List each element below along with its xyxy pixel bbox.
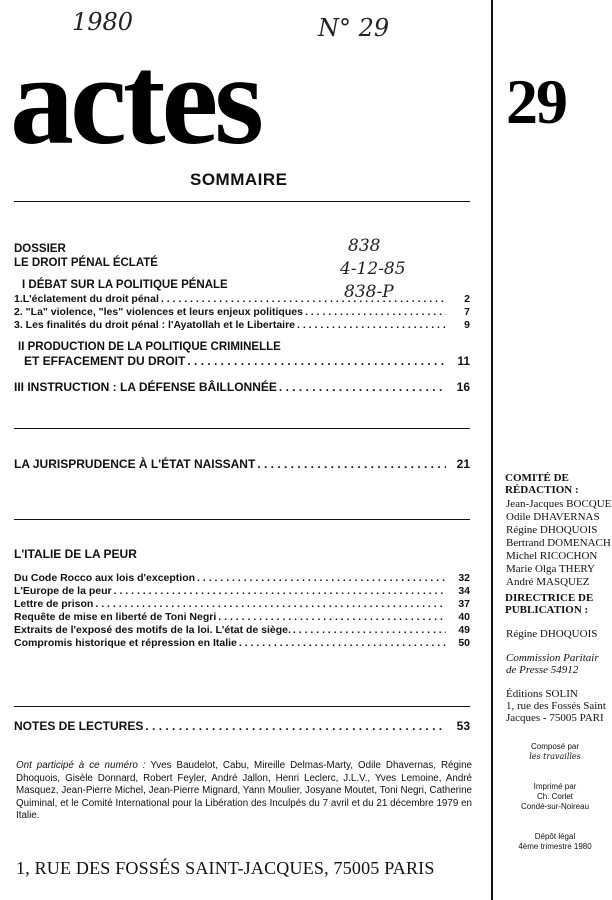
toc-entry	[14, 572, 470, 585]
compose-line-1: Composé par	[530, 742, 580, 751]
depot-line-2: 4ème trimestre 1980	[518, 842, 592, 851]
toc-entry	[14, 611, 470, 624]
toc-entry-page: 53	[456, 719, 470, 733]
journal-title: actes	[10, 29, 261, 171]
italie-title: L'ITALIE DE LA PEUR	[14, 547, 137, 561]
column-divider	[491, 0, 493, 900]
toc-entry	[14, 719, 470, 734]
sommaire-heading: SOMMAIRE	[190, 170, 288, 189]
handwritten-catalog-2: 4-12-85	[340, 259, 406, 279]
toc-entry-page: 50	[458, 637, 470, 649]
contributors-paragraph	[16, 760, 472, 823]
rule-1	[14, 201, 470, 202]
toc-entry-page: 2	[464, 293, 470, 305]
comite-member: Odile DHAVERNAS	[506, 511, 600, 523]
toc-entry-label: Compromis historique et répression en Italie	[14, 637, 237, 649]
contributors-lead: Ont participé à ce numéro :	[16, 760, 146, 771]
editions-name: Éditions SOLIN	[506, 688, 578, 700]
dossier-title: LE DROIT PÉNAL ÉCLATÉ	[14, 257, 158, 269]
issue-number: 29	[506, 66, 566, 137]
toc-entry	[24, 354, 470, 369]
section-2-heading-line1: II PRODUCTION DE LA POLITIQUE CRIMINELLE	[18, 341, 281, 353]
imprime-line-2: Ch. Corlet	[536, 792, 573, 801]
imprime-line-1: Imprimé par	[533, 782, 577, 791]
comite-member: Marie Olga THERY	[506, 563, 596, 575]
toc-entry-label: Extraits de l'exposé des motifs de la loi. L'état de siège.	[14, 624, 291, 636]
dossier-kicker: DOSSIER	[14, 243, 66, 255]
toc-entry-page: 37	[458, 598, 470, 610]
directrice-heading-2: PUBLICATION :	[505, 604, 589, 616]
toc-entry	[14, 319, 470, 332]
toc-entry	[14, 306, 470, 319]
toc-entry-label: Requête de mise en liberté de Toni Negri	[14, 611, 217, 623]
jurisprudence-label: LA JURISPRUDENCE À L'ÉTAT NAISSANT	[14, 457, 256, 471]
comite-member: Michel RICOCHON	[506, 550, 598, 562]
toc-entry	[14, 637, 470, 650]
toc-entry-page: 21	[456, 457, 470, 471]
toc-entry-label: Du Code Rocco aux lois d'exception	[14, 572, 196, 584]
rule-3	[14, 519, 470, 520]
handwritten-catalog-1: 838	[348, 236, 381, 256]
publisher-address: 1, RUE DES FOSSÉS SAINT-JACQUES, 75005 PARIS	[16, 858, 435, 878]
directrice-heading-1: DIRECTRICE DE	[505, 592, 594, 604]
section-2-heading-line2: ET EFFACEMENT DU DROIT	[24, 354, 186, 368]
handwritten-year: 1980	[72, 8, 134, 36]
editions-address-2: Jacques - 75005 PARI	[506, 712, 604, 724]
imprime-line-3: Condé-sur-Noireau	[520, 802, 590, 811]
handwritten-issue-number: N° 29	[318, 14, 390, 42]
toc-entry	[14, 624, 470, 637]
commission-line-1: Commission Paritair	[506, 652, 599, 664]
toc-entry-page: 9	[464, 319, 470, 331]
toc-entry-label: 1.L'éclatement du droit pénal	[14, 293, 159, 305]
toc-entry-page: 11	[457, 354, 470, 368]
toc-entry	[14, 598, 470, 611]
toc-entry-page: 34	[458, 585, 470, 597]
comite-heading-2: RÉDACTION :	[505, 484, 579, 496]
toc-entry-label: 2. "La" violence, "les" violences et leurs enjeux politiques	[14, 306, 303, 318]
toc-entry	[14, 457, 470, 472]
compose-line-2: les travailles	[529, 752, 581, 761]
toc-entry-page: 40	[458, 611, 470, 623]
editions-address-1: 1, rue des Fossés Saint	[506, 700, 606, 712]
depot-line-1: Dépôt légal	[534, 832, 576, 841]
toc-entry	[14, 380, 470, 395]
toc-entry-label: 3. Les finalités du droit pénal : l'Ayatollah et le Libertaire	[14, 319, 296, 331]
directrice-name: Régine DHOQUOIS	[506, 628, 598, 640]
toc-entry-page: 16	[456, 380, 470, 394]
toc-entry-label: L'Europe de la peur	[14, 585, 112, 597]
section-3-heading: III INSTRUCTION : LA DÉFENSE BÂILLONNÉE	[14, 380, 277, 394]
section-1-heading: I DÉBAT SUR LA POLITIQUE PÉNALE	[22, 279, 228, 291]
toc-entry	[14, 585, 470, 598]
toc-entry-label: Lettre de prison	[14, 598, 94, 610]
comite-member: Jean-Jacques BOCQUE	[506, 498, 612, 510]
commission-line-2: de Presse 54912	[506, 664, 579, 676]
comite-member: Régine DHOQUOIS	[506, 524, 598, 536]
toc-entry-page: 32	[458, 572, 470, 584]
rule-2	[14, 428, 470, 429]
comite-heading-1: COMITÉ DE	[505, 472, 569, 484]
toc-entry-page: 7	[464, 306, 470, 318]
notes-label: NOTES DE LECTURES	[14, 719, 144, 733]
contributors-list: Yves Baudelot, Cabu, Mireille Delmas-Marty, Odile Dhavernas, Régine Dhoquois, Gisèle Donnard, Robert Feyler, André Jallon, Henri Leclerc, J.L.V., Yves Lemoine, André Masquez, Jean-Pierre Michel, Jean-Pierre Mignard, Yann Moulier, Josyane Moutet, Toni Negri, Catherine Quiminal, et le Comité International pour la Libération des Inculpés du 7 avril et du 21 décembre 1979 en Italie.	[16, 760, 472, 821]
comite-member: Bertrand DOMENACH	[506, 537, 611, 549]
handwritten-catalog-3: 838-P	[344, 282, 394, 302]
comite-member: André MASQUEZ	[506, 576, 590, 588]
rule-4	[14, 706, 470, 707]
toc-entry-page: 49	[458, 624, 470, 636]
toc-entry	[14, 293, 470, 306]
